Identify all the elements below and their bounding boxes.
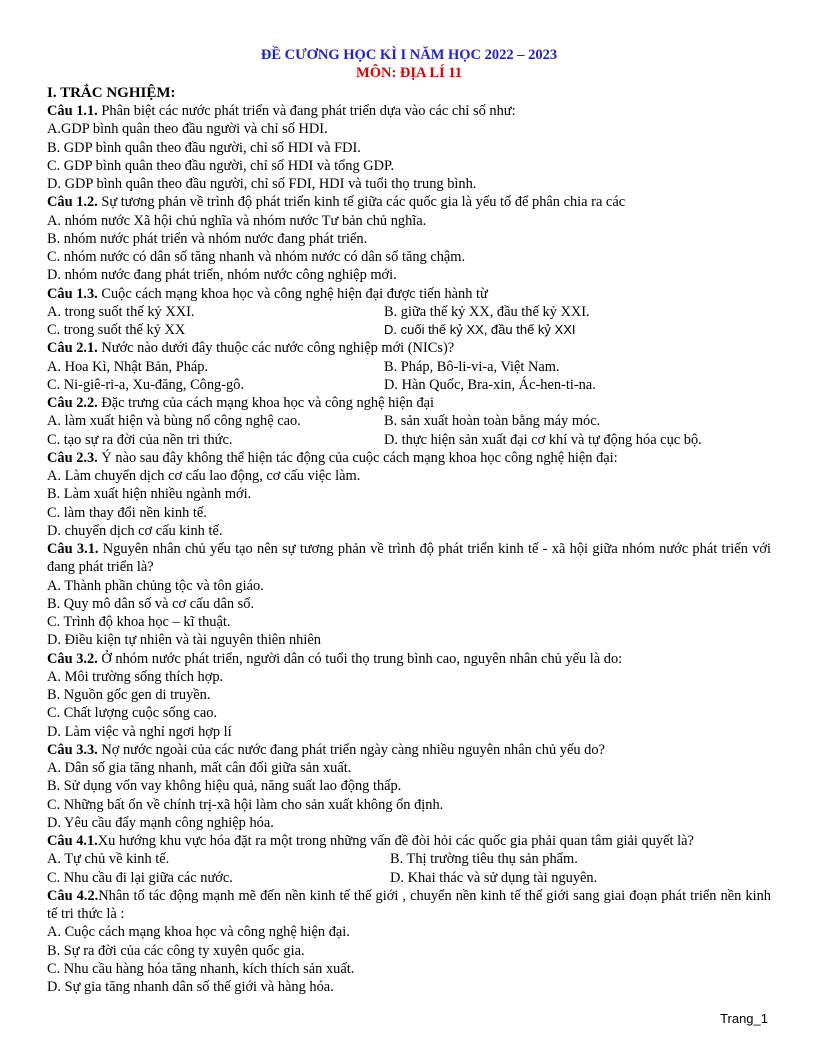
question-text: Nước nào dưới đây thuộc các nước công nghiệp mới (NICs)? xyxy=(97,340,455,357)
question-stem xyxy=(47,102,771,120)
question-stem xyxy=(47,449,771,467)
answer-option: A. làm xuất hiện và bùng nổ công nghệ cao. xyxy=(47,413,301,430)
answer-option: C. Ni-giê-ri-a, Xu-đăng, Công-gô. xyxy=(47,376,245,393)
answer-option: A. Dân số gia tăng nhanh, mất cân đối giữa sản xuất. xyxy=(47,760,352,776)
answer-option: D. Làm việc và nghỉ ngơi hợp lí xyxy=(47,723,232,740)
answer-option: D. Sự gia tăng nhanh dân số thế giới và hàng hóa. xyxy=(47,979,334,995)
answer-option: B. giữa thế kỷ XX, đầu thế kỷ XXI. xyxy=(384,303,590,320)
question-stem xyxy=(47,193,771,211)
answer-option: D. Khai thác và sử dụng tài nguyên. xyxy=(390,869,598,886)
answer-option: A. Tự chủ về kinh tế. xyxy=(47,851,170,868)
question-stem xyxy=(47,540,771,577)
answer-option: A. nhóm nước Xã hội chủ nghĩa và nhóm nước Tư bản chủ nghĩa. xyxy=(47,212,427,229)
question-number: Câu 1.3. xyxy=(47,285,98,302)
document-subject: MÔN: ĐỊA LÍ 11 xyxy=(356,65,462,81)
question-stem xyxy=(47,394,771,412)
answer-option: B. sản xuất hoàn toàn bằng máy móc. xyxy=(384,413,601,430)
answer-option: B. Pháp, Bô-li-vi-a, Việt Nam. xyxy=(384,358,560,375)
question-text: Phân biệt các nước phát triển và đang phát triển dựa vào các chỉ số như: xyxy=(97,103,516,119)
answer-option: C. Nhu cầu đi lại giữa các nước. xyxy=(47,869,233,886)
question-text: Đặc trưng của cách mạng khoa học và công nghệ hiện đại xyxy=(97,395,435,411)
question-number: Câu 3.2. xyxy=(47,650,98,667)
question-number: Câu 2.2. xyxy=(47,395,98,411)
answer-option: B. Thị trường tiêu thụ sản phẩm. xyxy=(390,851,578,868)
question-number: Câu 1.1. xyxy=(47,103,98,119)
answer-option: C. nhóm nước có dân số tăng nhanh và nhóm nước có dân số tăng chậm. xyxy=(47,249,466,265)
answer-option: A. Hoa Kì, Nhật Bản, Pháp. xyxy=(47,358,209,375)
question-text: Cuộc cách mạng khoa học và công nghệ hiện đại được tiến hành từ xyxy=(97,285,488,302)
answer-option: B. nhóm nước phát triển và nhóm nước đang phát triển. xyxy=(47,230,368,247)
section-title: I. TRẮC NGHIỆM: xyxy=(47,85,176,101)
answer-option: A.GDP bình quân theo đầu người và chỉ số HDI. xyxy=(47,121,328,138)
answer-option: D. chuyển dịch cơ cấu kinh tế. xyxy=(47,522,223,539)
answer-option: C. Những bất ổn về chính trị-xã hội làm cho sản xuất không ổn định. xyxy=(47,796,444,813)
question-stem xyxy=(47,285,771,303)
answer-option-row xyxy=(47,412,771,430)
answer-option-row xyxy=(47,376,771,394)
answer-option: C. Trình độ khoa học – kĩ thuật. xyxy=(47,614,231,630)
page-number: Trang_1 xyxy=(720,1011,768,1026)
question-text: Ở nhóm nước phát triển, người dân có tuổi thọ trung bình cao, nguyên nhân chủ yếu là do: xyxy=(97,650,623,667)
question-text: Xu hướng khu vực hóa đặt ra một trong những vấn đề đòi hỏi các quốc gia phải quan tâm giải quyết là? xyxy=(97,833,694,849)
question-number: Câu 2.1. xyxy=(47,340,98,357)
answer-option: B. Làm xuất hiện nhiều ngành mới. xyxy=(47,486,252,503)
answer-option: D. cuối thế kỷ XX, đầu thế kỷ XXI xyxy=(384,322,576,337)
answer-option: A. Môi trường sống thích hợp. xyxy=(47,668,224,685)
answer-option-row xyxy=(47,431,771,449)
answer-option: C. Chất lượng cuộc sống cao. xyxy=(47,705,218,722)
answer-option: A. Làm chuyển dịch cơ cấu lao động, cơ cấu việc làm. xyxy=(47,468,361,484)
question-text: Sự tương phản về trình độ phát triển kinh tế giữa các quốc gia là yếu tố để phân chia ra các xyxy=(97,194,626,211)
question-stem xyxy=(47,887,771,924)
answer-option: C. GDP bình quân theo đầu người, chỉ số HDI và tổng GDP. xyxy=(47,157,395,174)
question-text: Nợ nước ngoài của các nước đang phát triển ngày càng nhiều nguyên nhân chủ yếu do? xyxy=(97,741,605,758)
document-title: ĐỀ CƯƠNG HỌC KÌ I NĂM HỌC 2022 – 2023 xyxy=(260,47,558,63)
answer-option: B. GDP bình quân theo đầu người, chỉ số HDI và FDI. xyxy=(47,139,361,156)
answer-option-row xyxy=(47,869,771,887)
answer-option: D. Hàn Quốc, Bra-xin, Ác-hen-ti-na. xyxy=(384,376,596,393)
answer-option: D. GDP bình quân theo đầu người, chỉ số FDI, HDI và tuổi thọ trung bình. xyxy=(47,176,477,192)
question-text: Ý nào sau đây không thể hiện tác động của cuộc cách mạng khoa học công nghệ hiện đại: xyxy=(97,449,618,466)
document-page xyxy=(47,46,771,996)
answer-option: C. tạo sự ra đời của nền tri thức. xyxy=(47,431,233,448)
question-stem xyxy=(47,650,771,668)
question-number: Câu 2.3. xyxy=(47,449,98,466)
question-number: Câu 1.2. xyxy=(47,194,98,211)
question-number: Câu 3.3. xyxy=(47,741,98,758)
answer-option: D. thực hiện sản xuất đại cơ khí và tự động hóa cục bộ. xyxy=(384,431,702,448)
question-stem xyxy=(47,339,771,357)
answer-option: A. Thành phần chủng tộc và tôn giáo. xyxy=(47,577,264,594)
answer-option: A. Cuộc cách mạng khoa học và công nghệ hiện đại. xyxy=(47,924,350,941)
answer-option: B. Sử dụng vốn vay không hiệu quả, năng suất lao động thấp. xyxy=(47,778,402,795)
question-list xyxy=(47,102,771,996)
answer-option: D. nhóm nước đang phát triển, nhóm nước công nghiệp mới. xyxy=(47,267,397,284)
question-number: Câu 4.1. xyxy=(47,833,98,849)
answer-option: D. Điều kiện tự nhiên và tài nguyên thiên nhiên xyxy=(47,632,321,649)
answer-option-row xyxy=(47,303,771,321)
question-number: Câu 4.2. xyxy=(47,887,99,904)
answer-option: C. làm thay đổi nền kinh tế. xyxy=(47,504,207,521)
question-text: Nhân tố tác động mạnh mẽ đến nền kinh tế thế giới , chuyển nền kinh tế thế giới sang giai đoạn phát triển nền kinh tế tri thức là : xyxy=(47,887,771,922)
answer-option-row xyxy=(47,321,771,339)
answer-option: B. Nguồn gốc gen di truyền. xyxy=(47,687,211,703)
answer-option-row xyxy=(47,358,771,376)
question-text: Nguyên nhân chủ yếu tạo nên sự tương phản về trình độ phát triển kinh tế - xã hội giữa nhóm nước phát triển với đang phát triển là? xyxy=(47,541,771,576)
answer-option: D. Yêu cầu đẩy mạnh công nghiệp hóa. xyxy=(47,814,274,831)
answer-option: C. trong suốt thế kỷ XX xyxy=(47,322,186,338)
question-number: Câu 3.1. xyxy=(47,541,99,557)
answer-option-row xyxy=(47,850,771,868)
question-stem xyxy=(47,741,771,759)
answer-option: B. Sự ra đời của các công ty xuyên quốc gia. xyxy=(47,942,305,959)
question-stem xyxy=(47,832,771,850)
answer-option: A. trong suốt thế kỷ XXI. xyxy=(47,303,195,320)
answer-option: B. Quy mô dân số và cơ cấu dân số. xyxy=(47,595,255,612)
answer-option: C. Nhu cầu hàng hóa tăng nhanh, kích thích sản xuất. xyxy=(47,960,355,977)
